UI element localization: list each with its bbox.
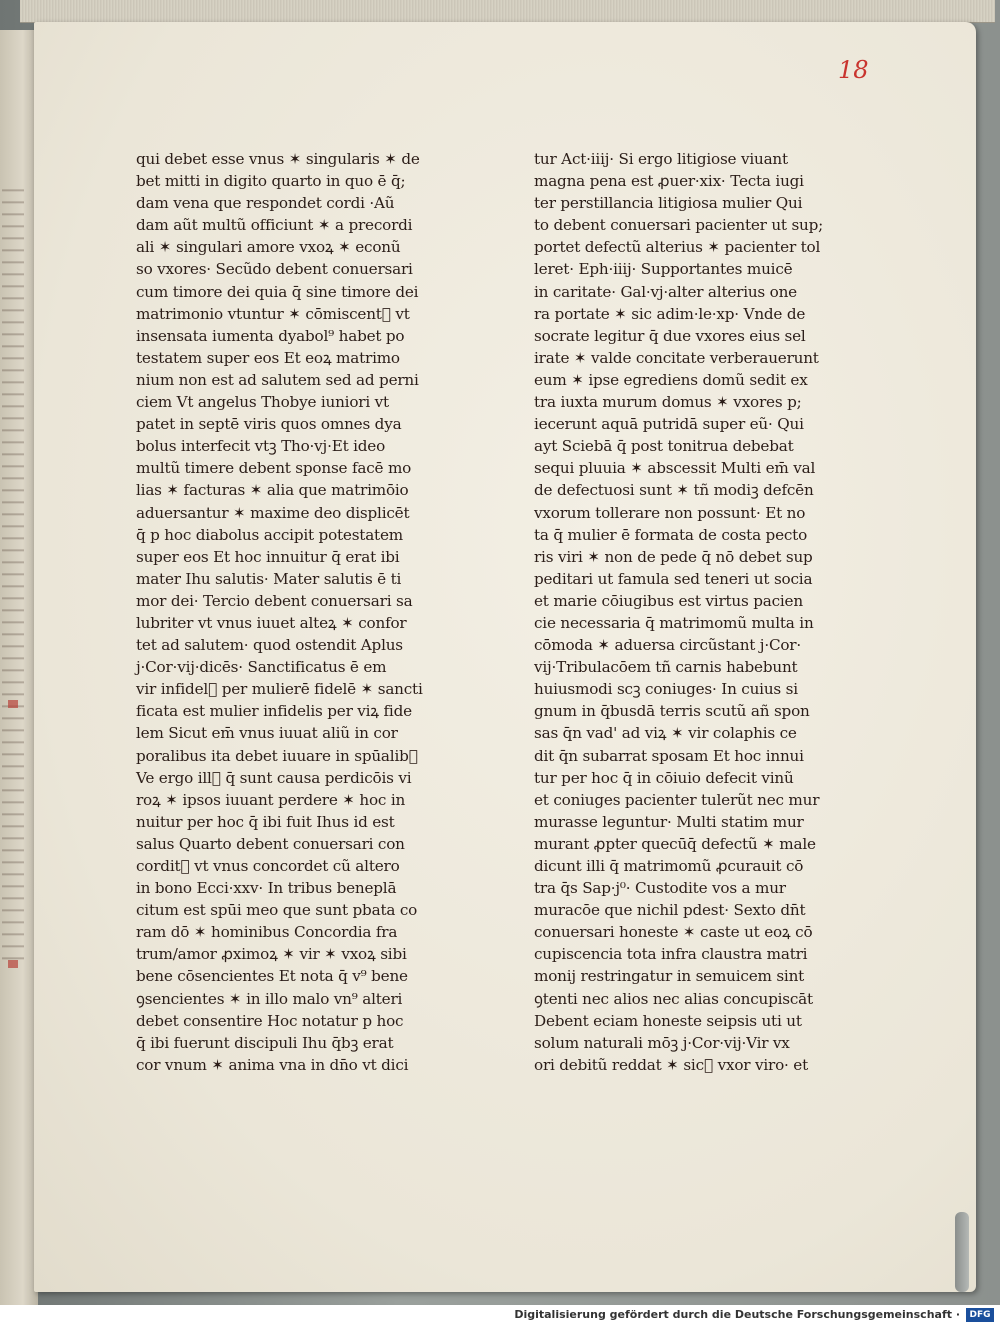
- text-line: vxorum tollerare non possunt· Et no: [534, 503, 806, 522]
- text-line: conuersari honeste ✶ caste ut eoꝝ cō: [534, 923, 813, 942]
- text-line: tur per hoc q̄ in cōiuio defecit vinũ: [534, 768, 794, 787]
- text-line: portet defectũ alterius ✶ pacienter tol: [534, 238, 821, 257]
- text-line: ꝯsencientes ✶ in illo malo vn⁹ alteri: [136, 989, 403, 1008]
- text-line: debet consentire Hoc notatur p hoc: [136, 1011, 404, 1030]
- text-line: aduersantur ✶ maxime deo displicēt: [136, 503, 410, 522]
- text-line: multũ timere debent sponse facē mo: [136, 459, 412, 478]
- text-line: matrimonio vtuntur ✶ cōmiscent᷑ vt: [136, 304, 410, 323]
- text-line: roꝝ ✶ ipsos iuuant perdere ✶ hoc in: [136, 790, 406, 809]
- text-line: eum ✶ ipse egrediens domũ sedit ex: [534, 370, 808, 389]
- text-line: super eos Et hoc innuitur q̄ erat ibi: [136, 547, 400, 566]
- text-line: cupiscencia tota infra claustra matri: [534, 945, 808, 964]
- text-line: bolus interfecit vtꝫ Tho·vj·Et ideo: [136, 437, 386, 456]
- text-line: murant ꝓpter quecūq̄ defectũ ✶ male: [534, 834, 816, 853]
- text-line: murasse leguntur· Multi statim mur: [534, 812, 804, 831]
- text-line: tet ad salutem· quod ostendit Aplus: [136, 636, 403, 655]
- text-line: nuitur per hoc q̄ ibi fuit Ihus id est: [136, 812, 395, 831]
- facing-page-text-traces: [2, 180, 24, 960]
- text-line: ter perstillancia litigiosa mulier Qui: [534, 194, 803, 213]
- text-line: leret· Eph·iiij· Supportantes muicē: [534, 260, 793, 279]
- text-line: peditari ut famula sed teneri ut socia: [534, 569, 813, 588]
- text-line: q̄ p hoc diabolus accipit potestatem: [136, 525, 403, 544]
- text-line: bene cōsencientes Et nota q̄ v⁹ bene: [136, 967, 408, 986]
- text-line: patet in septē viris quos omnes dya: [136, 415, 402, 434]
- text-line: tra q̄s Sap·j⁰· Custodite vos a mur: [534, 879, 786, 898]
- folio-number: 18: [838, 56, 869, 84]
- text-column-right: [534, 148, 864, 1076]
- text-line: testatem super eos Et eoꝝ matrimo: [136, 348, 400, 367]
- text-line: monij restringatur in semuicem sint: [534, 967, 805, 986]
- text-line: insensata iumenta dyabol⁹ habet po: [136, 326, 405, 345]
- text-line: gnum in q̄busdā terris scutũ añ spon: [534, 702, 810, 721]
- rubric-trace: [8, 960, 18, 968]
- text-line: vij·Tribulacōem tñ carnis habebunt: [534, 658, 798, 677]
- text-line: dam vena que respondet cordi ·Aũ: [136, 194, 395, 213]
- text-line: citum est spūi meo que sunt pbata co: [136, 901, 418, 920]
- text-line: de defectuosi sunt ✶ tñ modiꝫ defcēn: [534, 481, 814, 500]
- text-line: lubriter vt vnus iuuet alteꝝ ✶ confor: [136, 613, 407, 632]
- rubric-trace: [8, 700, 18, 708]
- text-line: ta q̄ mulier ē formata de costa pecto: [534, 525, 808, 544]
- text-line: ciem Vt angelus Thobye iuniori vt: [136, 393, 389, 412]
- text-line: ori debitũ reddat ✶ sic᷑ vxor viro· et: [534, 1055, 808, 1074]
- text-line: nium non est ad salutem sed ad perni: [136, 370, 419, 389]
- text-line: magna pena est ꝓuer·xix· Tecta iugi: [534, 172, 804, 191]
- text-line: muracōe que nichil pdest· Sexto dn̄t: [534, 901, 806, 920]
- text-line: et marie cōiugibus est virtus pacien: [534, 591, 803, 610]
- text-line: cordit᷑ vt vnus concordet cũ altero: [136, 857, 400, 875]
- text-line: cum timore dei quia q̄ sine timore dei: [136, 282, 419, 301]
- text-line: poralibus ita debet iuuare in spūalib᷑: [136, 746, 418, 765]
- footer-bar: [0, 1305, 1000, 1326]
- text-line: ꝯtenti nec alios nec alias concupiscāt: [534, 989, 813, 1008]
- text-line: in bono Ecci·xxv· In tribus beneplā: [136, 879, 397, 898]
- text-line: tur Act·iiij· Si ergo litigiose viuant: [534, 150, 788, 168]
- text-line: sequi pluuia ✶ abscessit Multi em̄ val: [534, 459, 816, 478]
- text-line: ram dō ✶ hominibus Concordia fra: [136, 923, 398, 942]
- text-line: iecerunt aquā putridā super eũ· Qui: [534, 415, 804, 434]
- text-line: et coniuges pacienter tulerũt nec mur: [534, 790, 820, 809]
- facing-page-edge: [0, 30, 38, 1305]
- text-line: tra iuxta murum domus ✶ vxores p;: [534, 393, 802, 412]
- text-line: in caritate· Gal·vj·alter alterius one: [534, 282, 797, 301]
- text-line: Ve ergo ill᷑ q̄ sunt causa perdicōis vi: [136, 768, 412, 787]
- text-line: lias ✶ facturas ✶ alia que matrimōio: [136, 481, 409, 500]
- text-line: Debent eciam honeste seipsis uti ut: [534, 1011, 802, 1030]
- text-line: irate ✶ valde concitate verberauerunt: [534, 348, 819, 367]
- text-line: mater Ihu salutis· Mater salutis ē ti: [136, 569, 402, 588]
- text-line: lem Sicut em̄ vnus iuuat aliũ in cor: [136, 724, 398, 743]
- text-line: cor vnum ✶ anima vna in dn̄o vt dici: [136, 1055, 409, 1074]
- text-line: mor dei· Tercio debent conuersari sa: [136, 591, 413, 610]
- text-line: qui debet esse vnus ✶ singularis ✶ de: [136, 150, 420, 168]
- text-line: socrate legitur q̄ due vxores eius sel: [534, 326, 806, 345]
- text-line: so vxores· Secũdo debent conuersari: [136, 260, 413, 279]
- text-line: ris viri ✶ non de pede q̄ nō debet sup: [534, 547, 813, 566]
- text-line: huiusmodi scꝫ coniuges· In cuius si: [534, 680, 798, 699]
- text-line: bet mitti in digito quarto in quo ē q̄;: [136, 172, 406, 191]
- text-column-left: [136, 148, 466, 1076]
- book-clasp: [955, 1212, 969, 1292]
- text-line: dam aũt multũ officiunt ✶ a precordi: [136, 216, 413, 235]
- funding-credit: Digitalisierung gefördert durch die Deutsche Forschungsgemeinschaft ·: [514, 1308, 960, 1321]
- text-line: vir infidel᷑ per mulierē fidelē ✶ sancti: [136, 680, 423, 699]
- text-line: q̄ ibi fuerunt discipuli Ihu q̄bꝫ erat: [136, 1033, 394, 1052]
- text-line: trum/amor ꝓximoꝝ ✶ vir ✶ vxoꝝ sibi: [136, 945, 407, 964]
- text-line: cie necessaria q̄ matrimomũ multa in: [534, 613, 814, 632]
- text-line: salus Quarto debent conuersari con: [136, 834, 405, 853]
- text-line: sas q̄n vad' ad viꝝ ✶ vir colaphis ce: [534, 724, 797, 743]
- text-line: solum naturali mōꝫ j·Cor·vij·Vir vx: [534, 1033, 790, 1052]
- text-line: j·Cor·vij·dicēs· Sanctificatus ē em: [136, 658, 387, 677]
- text-line: dicunt illi q̄ matrimomũ ꝓcurauit cō: [534, 857, 804, 875]
- text-line: ali ✶ singulari amore vxoꝝ ✶ econũ: [136, 238, 401, 257]
- text-line: to debent conuersari pacienter ut sup;: [534, 216, 824, 235]
- text-line: ayt Sciebā q̄ post tonitrua debebat: [534, 437, 794, 456]
- text-line: dit q̄n subarrat sposam Et hoc innui: [534, 746, 804, 765]
- text-line: cōmoda ✶ aduersa circũstant j·Cor·: [534, 636, 801, 655]
- book-page-edges: [20, 0, 995, 23]
- text-line: ra portate ✶ sic adim·le·xp· Vnde de: [534, 304, 806, 323]
- text-line: ficata est mulier infidelis per viꝝ fide: [136, 702, 412, 721]
- dfg-logo: DFG: [966, 1308, 994, 1322]
